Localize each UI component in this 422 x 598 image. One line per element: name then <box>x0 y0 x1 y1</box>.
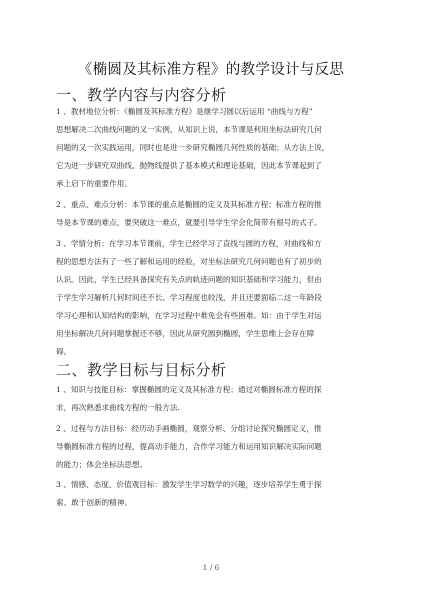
text-line: 碍。 <box>56 347 72 356</box>
text-line: 1 、教材地位分析：《椭圆及其标准方程》是继学习圆以后运用 “曲线与方程” <box>56 107 313 116</box>
text-line: 问题的又一次实践运用，同时也是进一步研究椭圆几何性质的基础；从方法上说， <box>56 143 330 152</box>
paragraph-student-analysis <box>56 235 332 361</box>
text-line: 3 、情感、态度、价值观目标：激发学生学习数学的兴趣，逐步培养学生勇于探 <box>56 480 322 489</box>
text-line: 索、敢于创新的精神。 <box>56 498 132 507</box>
text-line: 认识。因此，学生已经具备探究有关点的轨迹问题的知识基础和学习能力，但由 <box>56 275 322 284</box>
text-line: 承上启下的重要作用。 <box>56 179 132 188</box>
text-line: 1 、知识与技能目标：掌握椭圆的定义及其标准方程；通过对椭圆标准方程的探 <box>56 385 322 394</box>
text-line: 学习心理和认知结构的影响，在学习过程中难免会有些困难。如：由于学生对运 <box>56 311 322 320</box>
text-line: 2 、过程与方法目标：经历动手画椭圆，观察分析、分组讨论探究椭圆定义，推 <box>56 424 322 433</box>
section-heading-content-analysis: 一、教学内容与内容分析 <box>56 86 227 104</box>
text-line: 导椭圆标准方程的过程，提高动手能力，合作学习能力和运用知识解决实际问题 <box>56 442 322 451</box>
text-line: 思想解决二次曲线问题的又一实例，从知识上说，本节课是利用坐标法研究几何 <box>56 125 322 134</box>
section-heading-teaching-objectives: 二、教学目标与目标分析 <box>56 361 227 379</box>
text-line: 的能力；体会坐标法思想。 <box>56 460 148 469</box>
paragraph-process-methods <box>56 420 332 474</box>
text-line: 于学生学习解析几何时间还不长、学习程度也较浅，并且还要面临二这一年龄段 <box>56 293 322 302</box>
paragraph-knowledge-skills <box>56 381 332 417</box>
text-line: 2 、重点、难点分析：本节课的重点是椭圆的定义及其标准方程；标准方程的推 <box>56 200 322 209</box>
paragraph-key-difficult-points <box>56 196 332 232</box>
paragraph-textbook-position <box>56 103 332 193</box>
text-line: 用坐标解决几何问题掌握还不够，因此从研究圆到椭圆，学生思维上会存在障 <box>56 329 315 338</box>
text-line: 导是本节课的难点，要突破这一难点，就要引导学生学会化简带有根号的式子。 <box>56 218 322 227</box>
text-line: 它为进一步研究双曲线、抛物线提供了基本模式和理论基础，因此本节课起到了 <box>56 161 322 170</box>
text-line: 3 、学情分析：在学习本节课前，学生已经学习了直线与圆的方程，对曲线和方 <box>56 239 322 248</box>
text-line: 程的思想方法有了一些了解和运用的经验，对坐标法研究几何问题也有了初步的 <box>56 257 322 266</box>
page-number: 1 / 6 <box>202 563 220 572</box>
text-line: 求，再次熟悉求曲线方程的一般方法. <box>56 403 180 412</box>
paragraph-emotion-attitude <box>56 476 332 512</box>
document-title: 《椭圆及其标准方程》的教学设计与反思 <box>77 62 345 78</box>
